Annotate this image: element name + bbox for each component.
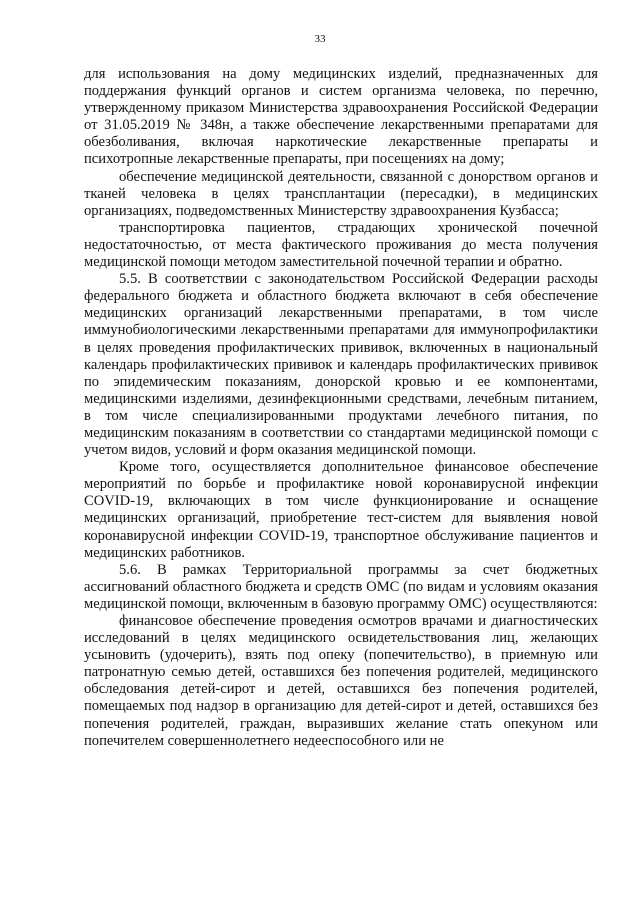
paragraph-section-5-5: 5.5. В соответствии с законодательством Российской Федерации расходы федерального бюджета и областного бюджета включают в себя обеспечение медицинских организаций лекарственными препаратами, в том числе иммунобиологическими лекарственными препаратами для иммунопрофилактики в целях проведения профилактических прививок, включенных в национальный календарь профилактических прививок и календарь профилактических прививок по эпидемическим показаниям, донорской кровью и ее компонентами, медицинскими изделиями, дезинфекционными средствами, лечебным питанием, в том числе специализированными продуктами лечебного питания, по медицинским показаниям в соответствии со стандартами медицинской помощи с учетом видов, условий и форм оказания медицинской помощи. xyxy=(84,271,598,459)
paragraph-home-medical-devices: для использования на дому медицинских изделий, предназначенных для поддержания функций органов и систем организма человека, по перечню, утвержденному приказом Министерства здравоохранения Российской Федерации от 31.05.2019 № 348н, а также обеспечение лекарственными препаратами для обезболивания, включая наркотические лекарственные препараты и психотропные лекарственные препараты, при посещениях на дому; xyxy=(84,66,598,168)
paragraph-guardianship-exams: финансовое обеспечение проведения осмотров врачами и диагностических исследований в целях медицинского освидетельствования лиц, желающих усыновить (удочерить), взять под опеку (попечительство), в приемную или патронатную семью детей, оставшихся без попечения родителей, медицинского обследования детей-сирот и детей, оставшихся без попечения родителей, помещаемых под надзор в организацию для детей-сирот и детей, оставшихся без попечения родителей, граждан, выразивших желание стать опекуном или попечителем совершеннолетнего недееспособного или не xyxy=(84,613,598,749)
paragraph-dialysis-transport: транспортировка пациентов, страдающих хронической почечной недостаточностью, от места фактического проживания до места получения медицинской помощи методом заместительной почечной терапии и обратно. xyxy=(84,219,598,271)
paragraph-covid-funding: Кроме того, осуществляется дополнительное финансовое обеспечение мероприятий по борьбе и профилактике новой коронавирусной инфекции COVID-19, включающих в том числе функционирование и оснащение медицинских организаций, приобретение тест-систем для выявления новой коронавирусной инфекции COVID-19, транспортное обслуживание пациентов и медицинских работников. xyxy=(84,459,598,561)
paragraph-section-5-6: 5.6. В рамках Территориальной программы за счет бюджетных ассигнований областного бюджета и средств ОМС (по видам и условиям оказания медицинской помощи, включенным в базовую программу ОМС) осуществляются: xyxy=(84,561,598,612)
page-number: 33 xyxy=(314,33,326,45)
paragraph-organ-donation: обеспечение медицинской деятельности, связанной с донорством органов и тканей человека в целях трансплантации (пересадки), в медицинских организациях, подведомственных Министерству здравоохранения Кузбасса; xyxy=(84,168,598,219)
page-body xyxy=(84,66,598,750)
